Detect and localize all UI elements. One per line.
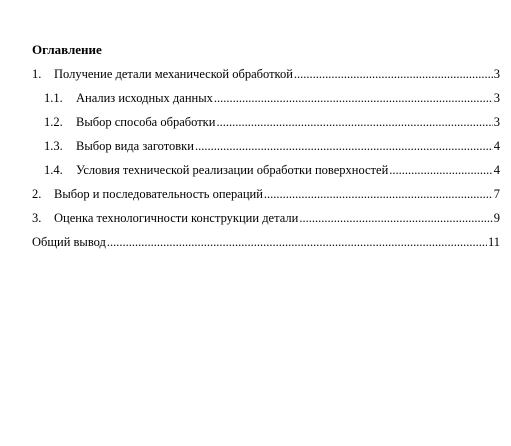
toc-entry-page: 3	[493, 115, 500, 129]
toc-entry-page: 3	[493, 91, 500, 105]
toc-leader-dots	[107, 234, 487, 250]
toc-leader-dots	[214, 90, 493, 106]
toc-entry-text: Выбор и последовательность операций	[54, 187, 263, 201]
toc-entry-number: 1.3.	[44, 139, 63, 153]
toc-entry-number: 1.1.	[44, 91, 63, 105]
toc-entry	[32, 210, 500, 226]
toc-entry	[44, 138, 500, 154]
toc-entry-number: 1.2.	[44, 115, 63, 129]
toc-entry	[44, 114, 500, 130]
toc-entry-text: Условия технической реализации обработки поверхностей	[76, 163, 389, 177]
toc-entry-page: 9	[493, 211, 500, 225]
toc-entry-text: Выбор способа обработки	[76, 115, 216, 129]
toc-entry	[32, 66, 500, 82]
toc-entry	[32, 234, 500, 250]
toc-leader-dots	[216, 114, 492, 130]
toc-leader-dots	[264, 186, 493, 202]
toc-leader-dots	[389, 162, 492, 178]
toc-entry	[44, 162, 500, 178]
toc-entry-text: Оценка технологичности конструкции детали	[54, 211, 299, 225]
toc-entry-text: Выбор вида заготовки	[76, 139, 194, 153]
toc-entry-number: 1.	[32, 67, 42, 81]
toc-leader-dots	[195, 138, 493, 154]
toc-entry-text: Анализ исходных данных	[76, 91, 213, 105]
toc-entry-number: 3.	[32, 211, 42, 225]
toc-entry	[32, 186, 500, 202]
toc-leader-dots	[294, 66, 493, 82]
toc-entry-page: 11	[487, 235, 500, 249]
toc-entry-page: 4	[493, 163, 500, 177]
toc-entry-page: 4	[493, 139, 500, 153]
toc-entry-page: 7	[493, 187, 500, 201]
toc-entry-text: Общий вывод	[32, 235, 106, 249]
toc-leader-dots	[299, 210, 492, 226]
toc-entry-number: 2.	[32, 187, 42, 201]
toc-entry-number: 1.4.	[44, 163, 63, 177]
toc-entry	[44, 90, 500, 106]
toc-title: Оглавление	[32, 42, 102, 57]
toc-entry-page: 3	[493, 67, 500, 81]
toc-entry-text: Получение детали механической обработкой	[54, 67, 293, 81]
